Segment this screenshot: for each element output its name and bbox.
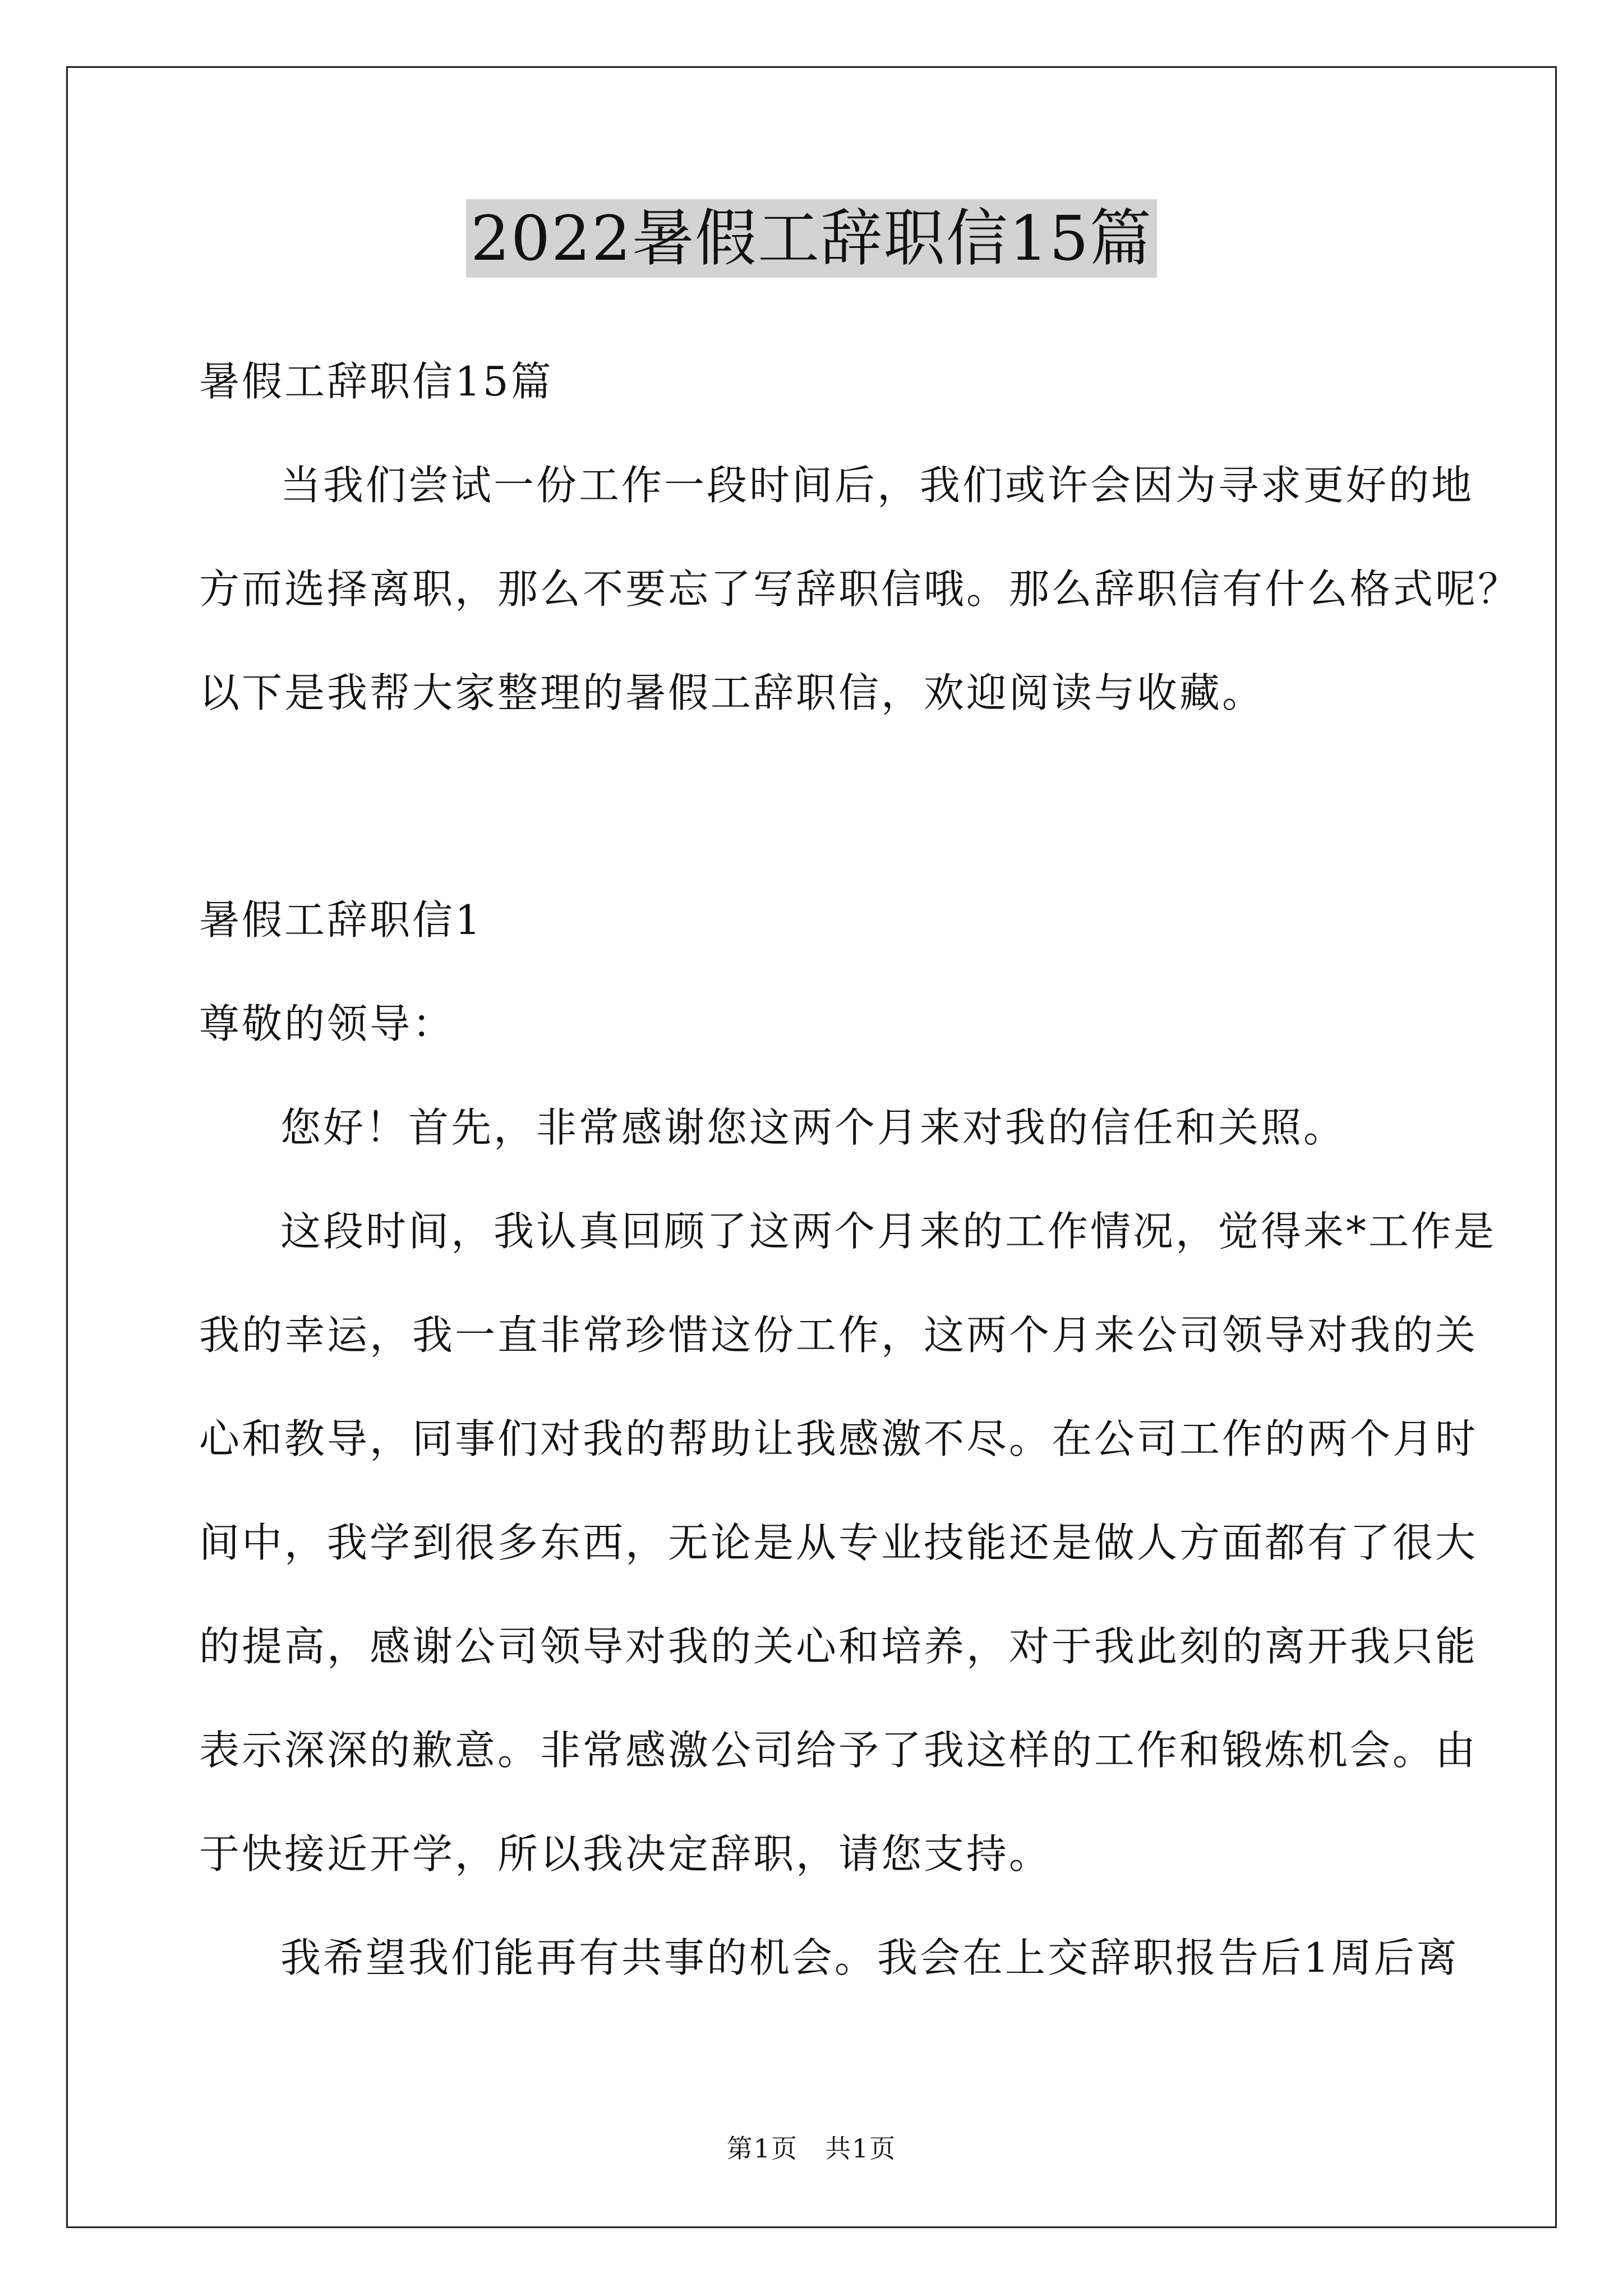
- body-line-5: 间中，我学到很多东西，无论是从专业技能还是做人方面都有了很大: [199, 1519, 1478, 1566]
- intro-line-3: 以下是我帮大家整理的暑假工辞职信，欢迎阅读与收藏。: [199, 669, 1265, 716]
- section-heading: 暑假工辞职信1: [199, 896, 483, 944]
- body-line-6: 的提高，感谢公司领导对我的关心和培养，对于我此刻的离开我只能: [199, 1623, 1478, 1670]
- intro-line-2: 方而选择离职，那么不要忘了写辞职信哦。那么辞职信有什么格式呢？: [199, 565, 1521, 613]
- body-line-3: 我的幸运，我一直非常珍惜这份工作，这两个月来公司领导对我的关: [199, 1312, 1478, 1359]
- body-line-8: 于快接近开学，所以我决定辞职，请您支持。: [199, 1830, 1052, 1878]
- body-line-7: 表示深深的歉意。非常感激公司给予了我这样的工作和锻炼机会。由: [199, 1727, 1478, 1774]
- salutation: 尊敬的领导：: [199, 1000, 455, 1047]
- body-line-4: 心和教导，同事们对我的帮助让我感激不尽。在公司工作的两个月时: [199, 1415, 1478, 1462]
- title-container: [0, 199, 1623, 278]
- intro-line-1: 当我们尝试一份工作一段时间后，我们或许会因为寻求更好的地: [280, 462, 1474, 509]
- body-line-2: 这段时间，我认真回顾了这两个月来的工作情况，觉得来*工作是: [280, 1208, 1497, 1255]
- body-line-9: 我希望我们能再有共事的机会。我会在上交辞职报告后1周后离: [280, 1934, 1459, 1981]
- document-title: 2022暑假工辞职信15篇: [466, 199, 1157, 278]
- page-number: 第1页 共1页: [726, 2133, 897, 2164]
- body-line-1: 您好！首先，非常感谢您这两个月来对我的信任和关照。: [280, 1104, 1347, 1151]
- subtitle-line: 暑假工辞职信15篇: [199, 358, 554, 405]
